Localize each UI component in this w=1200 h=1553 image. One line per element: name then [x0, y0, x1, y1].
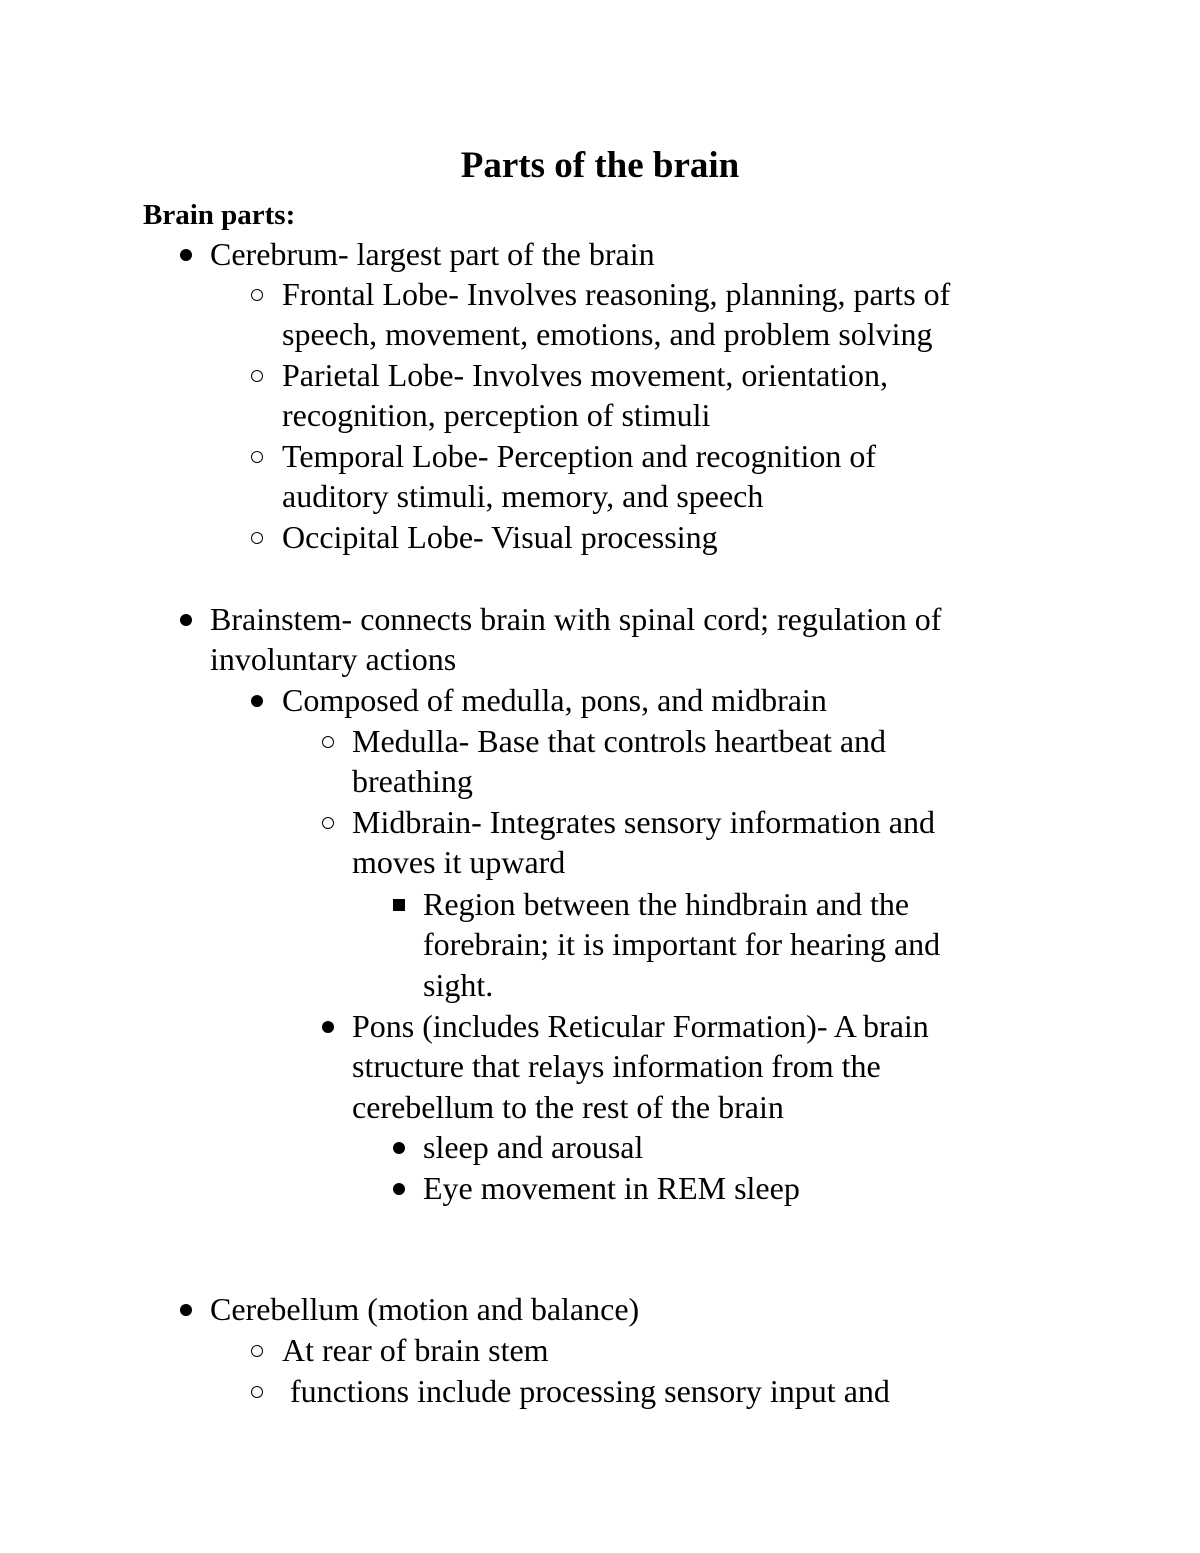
hollow-bullet-icon	[322, 817, 334, 829]
filled-bullet-icon	[251, 695, 263, 707]
list-item-pons-cont: structure that relays information from the	[352, 1048, 881, 1084]
list-item-medulla: Medulla- Base that controls heartbeat and	[352, 723, 887, 759]
page-title: Parts of the brain	[460, 145, 740, 186]
list-item-composed: Composed of medulla, pons, and midbrain	[282, 682, 827, 718]
filled-bullet-icon	[393, 1142, 405, 1154]
list-item-occipital-lobe: Occipital Lobe- Visual processing	[282, 519, 718, 555]
list-item-pons-cont-2: cerebellum to the rest of the brain	[352, 1089, 784, 1125]
section-heading: Brain parts:	[143, 199, 296, 231]
filled-bullet-icon	[180, 249, 192, 261]
hollow-bullet-icon	[251, 451, 263, 463]
list-item-rear: At rear of brain stem	[282, 1332, 549, 1368]
filled-bullet-icon	[393, 1183, 405, 1195]
filled-bullet-icon	[180, 1304, 192, 1316]
list-item-brainstem: Brainstem- connects brain with spinal cord; regulation of	[210, 601, 942, 637]
list-item-medulla-cont: breathing	[352, 763, 473, 799]
list-item-cerebrum: Cerebrum- largest part of the brain	[210, 236, 655, 272]
list-item-region-cont-2: sight.	[423, 967, 494, 1003]
filled-bullet-icon	[180, 614, 192, 626]
hollow-bullet-icon	[251, 289, 263, 301]
list-item-cerebellum: Cerebellum (motion and balance)	[210, 1291, 640, 1327]
list-item-frontal-lobe: Frontal Lobe- Involves reasoning, planning, parts of	[282, 276, 951, 312]
hollow-bullet-icon	[251, 1386, 263, 1398]
list-item-frontal-lobe-cont: speech, movement, emotions, and problem solving	[282, 316, 933, 352]
list-item-midbrain-cont: moves it upward	[352, 844, 566, 880]
list-item-sleep: sleep and arousal	[423, 1129, 644, 1165]
hollow-bullet-icon	[251, 532, 263, 544]
list-item-region: Region between the hindbrain and the	[423, 886, 910, 922]
list-item-temporal-lobe-cont: auditory stimuli, memory, and speech	[282, 478, 764, 514]
list-item-brainstem-cont: involuntary actions	[210, 641, 457, 677]
hollow-bullet-icon	[251, 1345, 263, 1357]
list-item-midbrain: Midbrain- Integrates sensory information and	[352, 804, 935, 840]
square-bullet-icon	[393, 899, 405, 911]
hollow-bullet-icon	[322, 736, 334, 748]
list-item-parietal-lobe: Parietal Lobe- Involves movement, orientation,	[282, 357, 889, 393]
list-item-eye-movement: Eye movement in REM sleep	[423, 1170, 800, 1206]
filled-bullet-icon	[322, 1021, 334, 1033]
list-item-parietal-lobe-cont: recognition, perception of stimuli	[282, 397, 711, 433]
list-item-pons: Pons (includes Reticular Formation)- A brain	[352, 1008, 929, 1044]
list-item-temporal-lobe: Temporal Lobe- Perception and recognition of	[282, 438, 876, 474]
hollow-bullet-icon	[251, 370, 263, 382]
list-item-functions: functions include processing sensory input and	[282, 1373, 890, 1409]
list-item-region-cont: forebrain; it is important for hearing and	[423, 926, 941, 962]
